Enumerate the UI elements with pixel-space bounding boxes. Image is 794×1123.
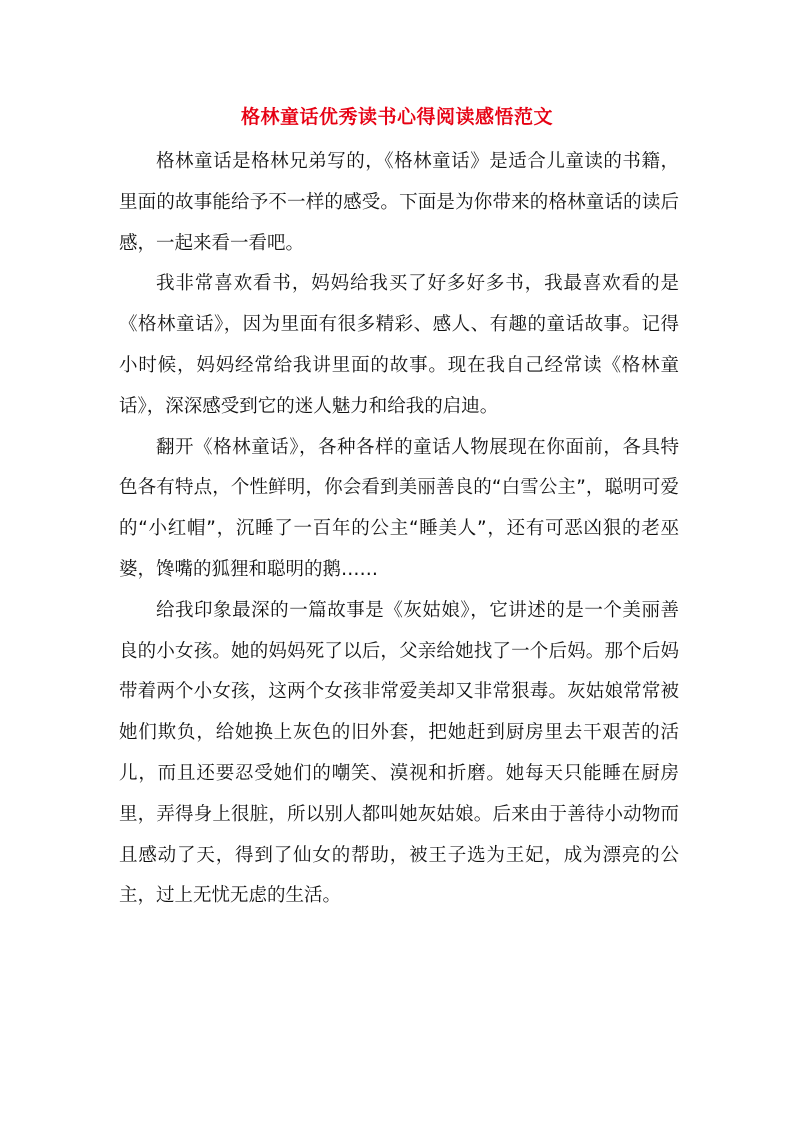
- paragraph-intro: 格林童话是格林兄弟写的，《格林童话》是适合儿童读的书籍，里面的故事能给予不一样的感受。下面是为你带来的格林童话的读后感，一起来看一看吧。: [119, 151, 679, 254]
- paragraph-characters: 翻开《格林童话》，各种各样的童话人物展现在你面前，各具特色各有特点，个性鲜明，你会看到美丽善良的“白雪公主”，聪明可爱的“小红帽”，沉睡了一百年的公主“睡美人”，还有可恶凶狠的老巫婆，馋嘴的狐狸和聪明的鹅……: [119, 436, 679, 580]
- paragraph-cinderella: 给我印象最深的一篇故事是《灰姑娘》，它讲述的是一个美丽善良的小女孩。她的妈妈死了以后，父亲给她找了一个后妈。那个后妈带着两个小女孩，这两个女孩非常爱美却又非常狠毒。灰姑娘常常被她们欺负，给她换上灰色的旧外套，把她赶到厨房里去干艰苦的活儿，而且还要忍受她们的嘲笑、漠视和折磨。她每天只能睡在厨房里，弄得身上很脏，所以别人都叫她灰姑娘。后来由于善待小动物而且感动了天，得到了仙女的帮助，被王子选为王妃，成为漂亮的公主，过上无忧无虑的生活。: [119, 599, 679, 907]
- document-title: 格林童话优秀读书心得阅读感悟范文: [240, 106, 553, 128]
- document-body: [119, 142, 679, 917]
- paragraph-reading-habit: 我非常喜欢看书，妈妈给我买了好多好多书，我最喜欢看的是《格林童话》，因为里面有很多精彩、感人、有趣的童话故事。记得小时候，妈妈经常给我讲里面的故事。现在我自己经常读《格林童话》，深深感受到它的迷人魅力和给我的启迪。: [119, 273, 679, 417]
